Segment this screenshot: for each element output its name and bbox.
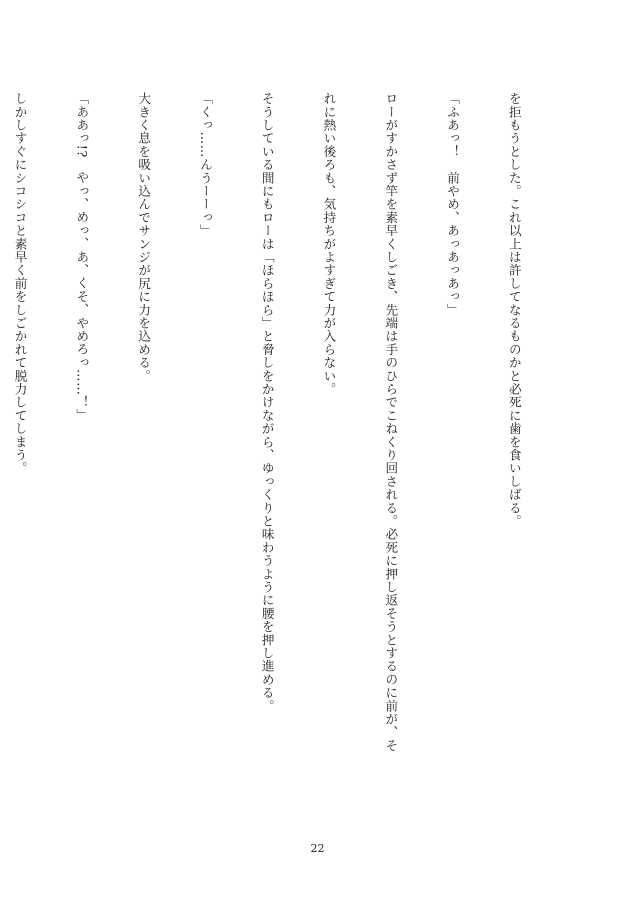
text-line-3: ローがすかさず竿を素早くしごき、先端は手のひらでこねくり回される。必死に押し返そうとするのに前が、そ xyxy=(383,92,399,752)
text-line-7: 大きく息を吸い込んでサンジが尻に力を込める。 xyxy=(136,92,152,383)
text-line-1: を拒もうとした。これ以上は許してなるものかと必死に歯を食いしばる。 xyxy=(506,92,522,528)
text-line-4: れに熱い後ろも、気持ちがよすぎて力が入らない。 xyxy=(321,92,337,396)
page-number: 22 xyxy=(310,842,325,855)
text-line-5: そうしている間にもローは「ほらほら」と脅しをかけながら、ゆっくりと味わうように腰を押し進める。 xyxy=(259,92,275,713)
text-line-6: 「くっ……んうーーっ」 xyxy=(197,92,213,238)
vertical-text-body xyxy=(0,92,565,782)
text-line-8: 「ああっ!? やっ、めっ、あ、くそ、やめろっ……！」 xyxy=(74,92,90,422)
text-line-9: しかしすぐにシコシコと素早く前をしごかれて脱力してしまう。 xyxy=(12,92,28,475)
text-line-2: 「ふあっ！ 前やめ、あっあっあっ」 xyxy=(445,92,461,317)
